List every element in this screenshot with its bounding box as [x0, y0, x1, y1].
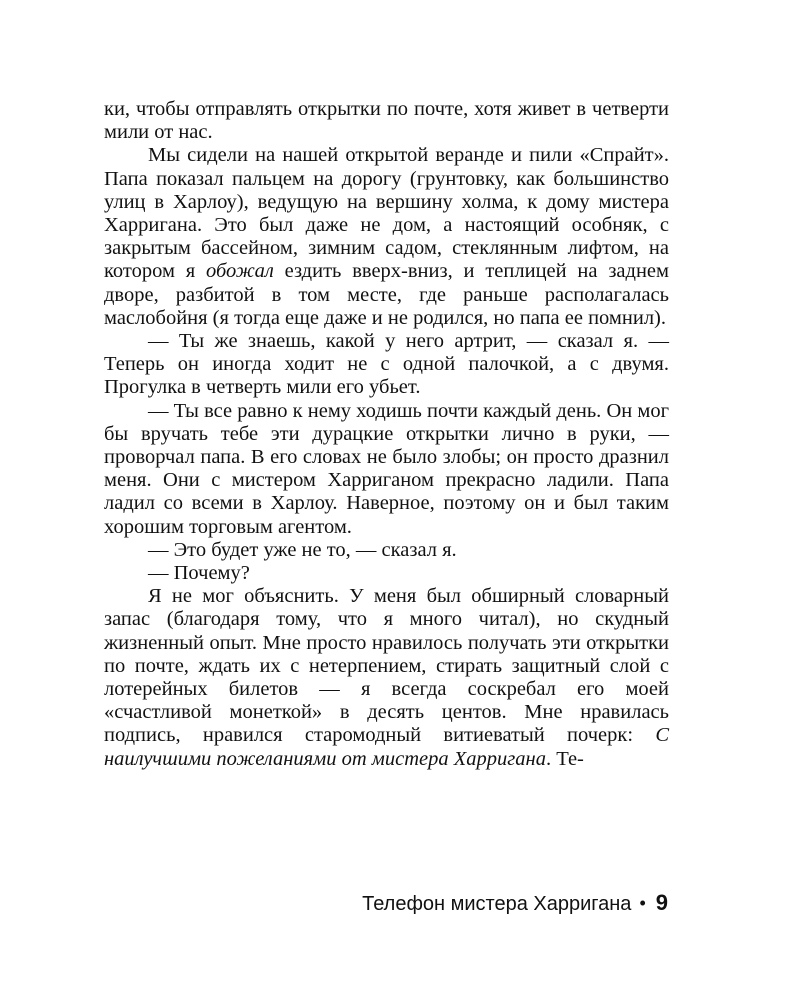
- paragraph-text: — Это будет уже не то, — сказал я.: [148, 538, 457, 561]
- page-footer: [362, 890, 668, 916]
- paragraph-text: — Ты все равно к нему ходишь почти каждый день. Он мог бы вручать тебе эти дурацкие открытки лично в руки, — проворчал папа. В его словах не было злобы; он просто дразнил меня. Они с мистером Харриганом прекрасно ладили. Папа ладил со всеми в Харлоу. Наверное, поэтому он и был таким хорошим торговым агентом.: [104, 399, 669, 538]
- running-title: Телефон мистера Харригана: [362, 893, 632, 915]
- paragraph-text: . Те-: [545, 747, 584, 770]
- paragraph-text: ки, чтобы отправлять открытки по почте, хотя живет в четверти мили от нас.: [104, 98, 669, 144]
- paragraph-text: ездить вверх-вниз, и теплицей на заднем дворе, разбитой в том месте, где раньше располагалась маслобойня (я тогда еще даже и не родился, но папа ее помнил).: [104, 260, 669, 329]
- paragraph-text: — Ты же знаешь, какой у него артрит, — сказал я. — Теперь он иногда ходит не с одной палочкой, а с двумя. Прогулка в четверть мили его убьет.: [104, 330, 669, 399]
- italic-text: С наилучшими пожеланиями от мистера Харригана: [104, 724, 669, 770]
- paragraph: [104, 144, 669, 330]
- paragraph: [104, 400, 669, 539]
- paragraph: [104, 98, 669, 144]
- paragraph: [104, 330, 669, 400]
- paragraph-text: — Почему?: [148, 562, 250, 585]
- paragraph-text: Мы сидели на нашей открытой веранде и пили «Спрайт». Папа показал пальцем на дорогу (грунтовку, как большинство улиц в Харлоу), ведущую на вершину холма, к дому мистера Харригана. Это был даже не дом, а настоящий особняк, с закрытым бассейном, зимним садом, стеклянным лифтом, на котором я: [104, 144, 669, 283]
- paragraph: [104, 562, 669, 585]
- bullet-separator: •: [639, 893, 646, 913]
- italic-text: обожал: [206, 260, 274, 283]
- paragraph: [104, 539, 669, 562]
- body-text: [104, 98, 669, 771]
- paragraph: [104, 585, 669, 771]
- paragraph-text: Я не мог объяснить. У меня был обширный словарный запас (благодаря тому, что я много читал), но скудный жизненный опыт. Мне просто нравилось получать эти открытки по почте, ждать их с нетерпением, стирать защитный слой с лотерейных билетов — я всегда соскребал его моей «счастливой монеткой» в десять центов. Мне нравилась подпись, нравился старомодный витиеватый почерк:: [104, 585, 669, 747]
- page-number: 9: [655, 890, 668, 915]
